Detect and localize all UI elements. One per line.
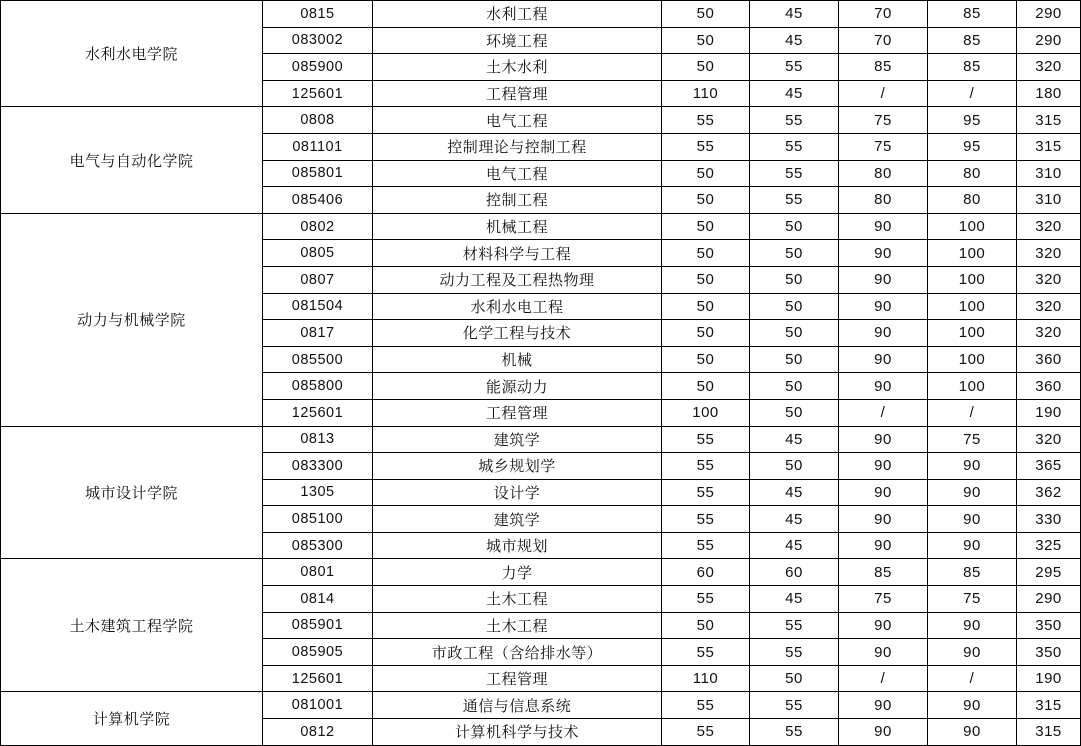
score-total-cell: 320 bbox=[1017, 426, 1081, 453]
major-name-cell: 工程管理 bbox=[373, 665, 662, 692]
table-row bbox=[1, 213, 1081, 240]
major-name-cell: 化学工程与技术 bbox=[373, 320, 662, 347]
major-code-cell: 081101 bbox=[263, 133, 373, 160]
major-code-cell: 081001 bbox=[263, 692, 373, 719]
score-subject4-cell: 90 bbox=[928, 506, 1017, 533]
score-english-cell: 50 bbox=[750, 213, 839, 240]
score-subject3-cell: 90 bbox=[839, 479, 928, 506]
score-english-cell: 45 bbox=[750, 80, 839, 107]
score-subject3-cell: 90 bbox=[839, 213, 928, 240]
score-english-cell: 55 bbox=[750, 160, 839, 187]
table-row bbox=[1, 559, 1081, 586]
score-politics-cell: 50 bbox=[662, 240, 750, 267]
table-row bbox=[1, 426, 1081, 453]
score-subject3-cell: 90 bbox=[839, 692, 928, 719]
score-subject4-cell: 100 bbox=[928, 213, 1017, 240]
score-subject3-cell: 90 bbox=[839, 320, 928, 347]
college-cell: 电气与自动化学院 bbox=[1, 107, 263, 213]
score-subject3-cell: 90 bbox=[839, 266, 928, 293]
score-subject3-cell: 90 bbox=[839, 506, 928, 533]
score-subject3-cell: 90 bbox=[839, 532, 928, 559]
score-english-cell: 45 bbox=[750, 1, 839, 28]
score-total-cell: 320 bbox=[1017, 213, 1081, 240]
score-english-cell: 55 bbox=[750, 54, 839, 81]
score-subject3-cell: 70 bbox=[839, 27, 928, 54]
score-subject3-cell: 90 bbox=[839, 240, 928, 267]
score-politics-cell: 55 bbox=[662, 479, 750, 506]
major-name-cell: 电气工程 bbox=[373, 160, 662, 187]
major-code-cell: 085406 bbox=[263, 187, 373, 214]
score-subject3-cell: 80 bbox=[839, 160, 928, 187]
college-cell: 计算机学院 bbox=[1, 692, 263, 745]
score-subject3-cell: 90 bbox=[839, 373, 928, 400]
score-total-cell: 310 bbox=[1017, 160, 1081, 187]
major-name-cell: 城乡规划学 bbox=[373, 453, 662, 480]
score-total-cell: 350 bbox=[1017, 639, 1081, 666]
score-english-cell: 45 bbox=[750, 532, 839, 559]
score-politics-cell: 55 bbox=[662, 719, 750, 746]
college-cell: 城市设计学院 bbox=[1, 426, 263, 559]
major-name-cell: 能源动力 bbox=[373, 373, 662, 400]
major-code-cell: 0808 bbox=[263, 107, 373, 134]
major-code-cell: 085900 bbox=[263, 54, 373, 81]
score-english-cell: 50 bbox=[750, 665, 839, 692]
score-subject3-cell: 90 bbox=[839, 639, 928, 666]
score-english-cell: 50 bbox=[750, 240, 839, 267]
score-politics-cell: 50 bbox=[662, 612, 750, 639]
major-name-cell: 计算机科学与技术 bbox=[373, 719, 662, 746]
table-body bbox=[1, 1, 1081, 746]
score-subject3-cell: 85 bbox=[839, 54, 928, 81]
score-subject4-cell: 85 bbox=[928, 1, 1017, 28]
score-english-cell: 55 bbox=[750, 107, 839, 134]
score-subject3-cell: / bbox=[839, 665, 928, 692]
score-politics-cell: 55 bbox=[662, 426, 750, 453]
score-subject3-cell: 80 bbox=[839, 187, 928, 214]
score-politics-cell: 50 bbox=[662, 213, 750, 240]
score-subject4-cell: 90 bbox=[928, 453, 1017, 480]
score-total-cell: 350 bbox=[1017, 612, 1081, 639]
score-subject4-cell: 80 bbox=[928, 160, 1017, 187]
score-politics-cell: 55 bbox=[662, 506, 750, 533]
college-cell: 动力与机械学院 bbox=[1, 213, 263, 426]
major-code-cell: 0801 bbox=[263, 559, 373, 586]
score-english-cell: 55 bbox=[750, 133, 839, 160]
score-english-cell: 55 bbox=[750, 639, 839, 666]
score-politics-cell: 60 bbox=[662, 559, 750, 586]
score-subject4-cell: 100 bbox=[928, 266, 1017, 293]
major-name-cell: 市政工程（含给排水等） bbox=[373, 639, 662, 666]
score-politics-cell: 50 bbox=[662, 266, 750, 293]
major-code-cell: 083002 bbox=[263, 27, 373, 54]
score-subject4-cell: 75 bbox=[928, 586, 1017, 613]
major-name-cell: 机械工程 bbox=[373, 213, 662, 240]
major-name-cell: 土木工程 bbox=[373, 586, 662, 613]
score-total-cell: 315 bbox=[1017, 719, 1081, 746]
score-english-cell: 45 bbox=[750, 426, 839, 453]
score-english-cell: 55 bbox=[750, 612, 839, 639]
score-subject3-cell: / bbox=[839, 399, 928, 426]
major-code-cell: 0812 bbox=[263, 719, 373, 746]
score-politics-cell: 50 bbox=[662, 27, 750, 54]
score-total-cell: 365 bbox=[1017, 453, 1081, 480]
major-code-cell: 0807 bbox=[263, 266, 373, 293]
score-subject4-cell: 90 bbox=[928, 532, 1017, 559]
major-code-cell: 085300 bbox=[263, 532, 373, 559]
score-english-cell: 60 bbox=[750, 559, 839, 586]
score-subject3-cell: 90 bbox=[839, 346, 928, 373]
major-name-cell: 城市规划 bbox=[373, 532, 662, 559]
major-name-cell: 工程管理 bbox=[373, 80, 662, 107]
major-code-cell: 0815 bbox=[263, 1, 373, 28]
score-total-cell: 325 bbox=[1017, 532, 1081, 559]
score-politics-cell: 50 bbox=[662, 160, 750, 187]
score-politics-cell: 110 bbox=[662, 80, 750, 107]
score-total-cell: 320 bbox=[1017, 54, 1081, 81]
major-name-cell: 土木水利 bbox=[373, 54, 662, 81]
score-subject3-cell: 90 bbox=[839, 719, 928, 746]
score-english-cell: 50 bbox=[750, 453, 839, 480]
score-english-cell: 55 bbox=[750, 719, 839, 746]
score-total-cell: 290 bbox=[1017, 27, 1081, 54]
major-name-cell: 环境工程 bbox=[373, 27, 662, 54]
score-subject3-cell: 70 bbox=[839, 1, 928, 28]
score-total-cell: 315 bbox=[1017, 133, 1081, 160]
score-total-cell: 320 bbox=[1017, 320, 1081, 347]
score-subject3-cell: 90 bbox=[839, 612, 928, 639]
score-english-cell: 50 bbox=[750, 266, 839, 293]
score-english-cell: 50 bbox=[750, 399, 839, 426]
score-subject3-cell: 75 bbox=[839, 586, 928, 613]
major-name-cell: 水利水电工程 bbox=[373, 293, 662, 320]
major-code-cell: 0802 bbox=[263, 213, 373, 240]
major-code-cell: 083300 bbox=[263, 453, 373, 480]
score-politics-cell: 55 bbox=[662, 453, 750, 480]
score-politics-cell: 50 bbox=[662, 1, 750, 28]
major-code-cell: 125601 bbox=[263, 399, 373, 426]
major-name-cell: 控制理论与控制工程 bbox=[373, 133, 662, 160]
score-subject4-cell: 95 bbox=[928, 107, 1017, 134]
score-total-cell: 310 bbox=[1017, 187, 1081, 214]
major-code-cell: 125601 bbox=[263, 665, 373, 692]
major-code-cell: 085905 bbox=[263, 639, 373, 666]
score-subject3-cell: 75 bbox=[839, 107, 928, 134]
score-subject4-cell: 80 bbox=[928, 187, 1017, 214]
score-english-cell: 50 bbox=[750, 293, 839, 320]
college-cell: 水利水电学院 bbox=[1, 1, 263, 107]
score-politics-cell: 50 bbox=[662, 293, 750, 320]
major-name-cell: 工程管理 bbox=[373, 399, 662, 426]
score-total-cell: 290 bbox=[1017, 1, 1081, 28]
score-subject4-cell: 100 bbox=[928, 320, 1017, 347]
score-subject4-cell: 100 bbox=[928, 240, 1017, 267]
table-row bbox=[1, 692, 1081, 719]
score-subject4-cell: / bbox=[928, 665, 1017, 692]
score-politics-cell: 55 bbox=[662, 586, 750, 613]
major-code-cell: 0814 bbox=[263, 586, 373, 613]
score-english-cell: 55 bbox=[750, 692, 839, 719]
score-total-cell: 360 bbox=[1017, 373, 1081, 400]
score-total-cell: 295 bbox=[1017, 559, 1081, 586]
major-code-cell: 0817 bbox=[263, 320, 373, 347]
major-name-cell: 建筑学 bbox=[373, 506, 662, 533]
major-code-cell: 085801 bbox=[263, 160, 373, 187]
score-politics-cell: 50 bbox=[662, 320, 750, 347]
score-english-cell: 45 bbox=[750, 586, 839, 613]
score-subject4-cell: 100 bbox=[928, 293, 1017, 320]
score-subject3-cell: 90 bbox=[839, 426, 928, 453]
major-code-cell: 1305 bbox=[263, 479, 373, 506]
score-total-cell: 320 bbox=[1017, 293, 1081, 320]
score-english-cell: 45 bbox=[750, 27, 839, 54]
table-row bbox=[1, 107, 1081, 134]
major-name-cell: 动力工程及工程热物理 bbox=[373, 266, 662, 293]
score-subject4-cell: 100 bbox=[928, 346, 1017, 373]
score-total-cell: 315 bbox=[1017, 692, 1081, 719]
major-code-cell: 0805 bbox=[263, 240, 373, 267]
score-subject4-cell: 100 bbox=[928, 373, 1017, 400]
score-total-cell: 320 bbox=[1017, 240, 1081, 267]
score-total-cell: 320 bbox=[1017, 266, 1081, 293]
major-name-cell: 土木工程 bbox=[373, 612, 662, 639]
major-code-cell: 0813 bbox=[263, 426, 373, 453]
score-total-cell: 362 bbox=[1017, 479, 1081, 506]
score-english-cell: 50 bbox=[750, 373, 839, 400]
major-code-cell: 085901 bbox=[263, 612, 373, 639]
score-subject3-cell: 90 bbox=[839, 453, 928, 480]
major-name-cell: 水利工程 bbox=[373, 1, 662, 28]
major-code-cell: 085800 bbox=[263, 373, 373, 400]
score-politics-cell: 100 bbox=[662, 399, 750, 426]
major-name-cell: 材料科学与工程 bbox=[373, 240, 662, 267]
score-subject4-cell: 75 bbox=[928, 426, 1017, 453]
score-total-cell: 290 bbox=[1017, 586, 1081, 613]
score-subject4-cell: 95 bbox=[928, 133, 1017, 160]
score-subject4-cell: 90 bbox=[928, 639, 1017, 666]
score-politics-cell: 50 bbox=[662, 187, 750, 214]
score-subject3-cell: 75 bbox=[839, 133, 928, 160]
major-code-cell: 085100 bbox=[263, 506, 373, 533]
college-cell: 土木建筑工程学院 bbox=[1, 559, 263, 692]
score-politics-cell: 55 bbox=[662, 639, 750, 666]
score-subject4-cell: 90 bbox=[928, 719, 1017, 746]
score-total-cell: 315 bbox=[1017, 107, 1081, 134]
score-subject4-cell: 90 bbox=[928, 692, 1017, 719]
score-total-cell: 190 bbox=[1017, 665, 1081, 692]
score-subject4-cell: 90 bbox=[928, 612, 1017, 639]
score-english-cell: 50 bbox=[750, 320, 839, 347]
major-name-cell: 机械 bbox=[373, 346, 662, 373]
score-subject4-cell: / bbox=[928, 399, 1017, 426]
score-english-cell: 45 bbox=[750, 479, 839, 506]
score-total-cell: 330 bbox=[1017, 506, 1081, 533]
score-politics-cell: 55 bbox=[662, 133, 750, 160]
score-subject4-cell: 90 bbox=[928, 479, 1017, 506]
major-name-cell: 力学 bbox=[373, 559, 662, 586]
score-total-cell: 180 bbox=[1017, 80, 1081, 107]
score-total-cell: 360 bbox=[1017, 346, 1081, 373]
score-english-cell: 50 bbox=[750, 346, 839, 373]
major-code-cell: 125601 bbox=[263, 80, 373, 107]
score-politics-cell: 50 bbox=[662, 54, 750, 81]
score-subject3-cell: 85 bbox=[839, 559, 928, 586]
score-subject4-cell: / bbox=[928, 80, 1017, 107]
score-politics-cell: 50 bbox=[662, 346, 750, 373]
score-politics-cell: 55 bbox=[662, 692, 750, 719]
score-subject4-cell: 85 bbox=[928, 27, 1017, 54]
score-total-cell: 190 bbox=[1017, 399, 1081, 426]
score-subject4-cell: 85 bbox=[928, 54, 1017, 81]
major-name-cell: 通信与信息系统 bbox=[373, 692, 662, 719]
score-politics-cell: 110 bbox=[662, 665, 750, 692]
score-subject3-cell: / bbox=[839, 80, 928, 107]
major-code-cell: 085500 bbox=[263, 346, 373, 373]
major-name-cell: 电气工程 bbox=[373, 107, 662, 134]
table-row bbox=[1, 1, 1081, 28]
score-subject3-cell: 90 bbox=[839, 293, 928, 320]
major-code-cell: 081504 bbox=[263, 293, 373, 320]
score-politics-cell: 55 bbox=[662, 107, 750, 134]
score-politics-cell: 50 bbox=[662, 373, 750, 400]
major-name-cell: 建筑学 bbox=[373, 426, 662, 453]
score-politics-cell: 55 bbox=[662, 532, 750, 559]
score-subject4-cell: 85 bbox=[928, 559, 1017, 586]
score-english-cell: 55 bbox=[750, 187, 839, 214]
major-name-cell: 控制工程 bbox=[373, 187, 662, 214]
major-name-cell: 设计学 bbox=[373, 479, 662, 506]
score-english-cell: 45 bbox=[750, 506, 839, 533]
